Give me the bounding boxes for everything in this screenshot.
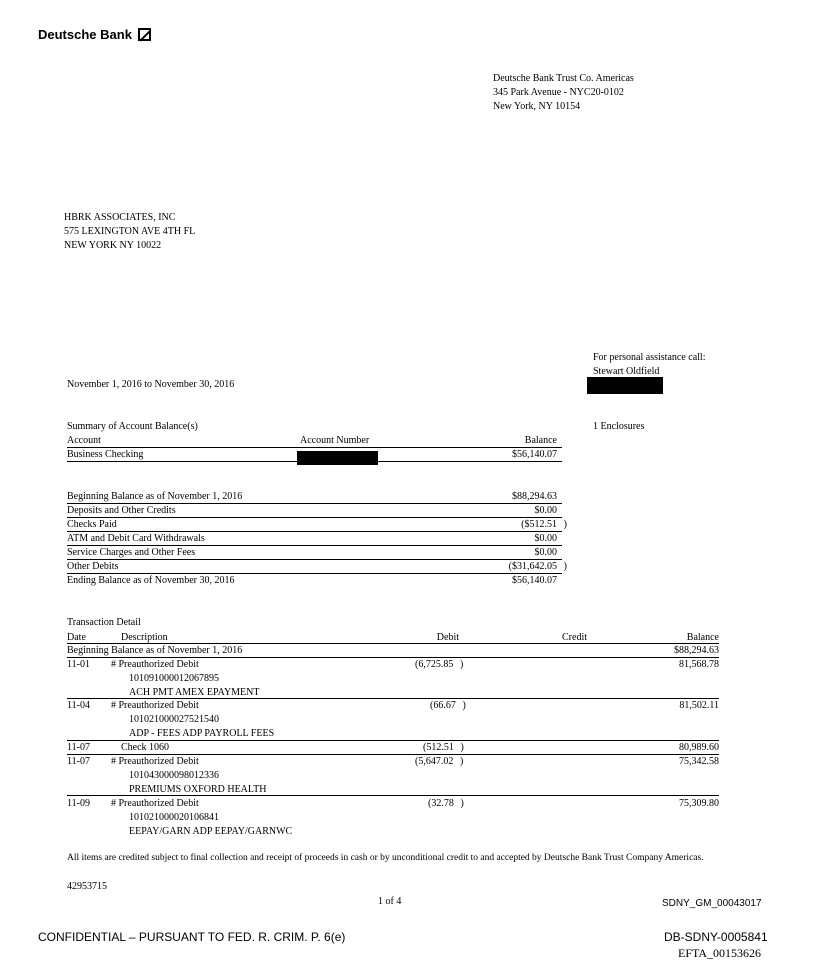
balance-label: Checks Paid <box>67 519 117 530</box>
tx-payee: PREMIUMS OXFORD HEALTH <box>129 784 267 795</box>
tx-rule <box>67 795 719 796</box>
balance-amount: $0.00 <box>534 533 557 544</box>
deutsche-bank-slash-icon <box>138 28 151 41</box>
tx-date: 11-01 <box>67 659 90 670</box>
transactions-title: Transaction Detail <box>67 617 141 628</box>
statement-period: November 1, 2016 to November 30, 2016 <box>67 379 235 390</box>
bank-logo-text: Deutsche Bank <box>38 27 132 42</box>
summary-account-type: Business Checking <box>67 449 144 460</box>
tx-beginning-balance: $88,294.63 <box>674 645 719 656</box>
tx-description: Check 1060 <box>121 742 170 753</box>
tx-reference: 101021000027521540 <box>129 714 219 725</box>
balance-label: Other Debits <box>67 561 119 572</box>
page-number: 1 of 4 <box>378 896 402 907</box>
summary-header-account-number: Account Number <box>300 435 370 446</box>
bank-address-line: 345 Park Avenue - NYC20-0102 <box>493 87 624 98</box>
bates-number-db: DB-SDNY-0005841 <box>664 930 768 944</box>
statement-reference: 42953715 <box>67 881 107 892</box>
summary-header-rule <box>67 447 562 448</box>
header-date: Date <box>67 632 86 643</box>
table-row: 11-07 # Preauthorized Debit 101043000098012336 PREMIUMS OXFORD HEALTH (5,647.02 ) 75,342.58 <box>67 756 719 795</box>
table-row: 11-07 Check 1060 (512.51 ) 80,989.60 <box>67 742 719 753</box>
tx-reference: 101043000098012336 <box>129 770 219 781</box>
table-row: 11-09 # Preauthorized Debit 101021000020106841 EEPAY/GARN ADP EEPAY/GARNWC (32.78 ) 75,309.80 <box>67 798 719 837</box>
tx-balance: 81,568.78 <box>679 659 719 670</box>
summary-header-balance: Balance <box>524 435 557 446</box>
table-row: 11-04 # Preauthorized Debit 101021000027521540 ADP - FEES ADP PAYROLL FEES (66.67 ) 81,502.11 <box>67 700 719 739</box>
header-description: Description <box>121 632 168 643</box>
disclaimer-text: All items are credited subject to final collection and receipt of proceeds in cash or by unconditional credit to and accepted by Deutsche Bank Trust Company Americas. <box>67 853 704 863</box>
confidential-notice: CONFIDENTIAL – PURSUANT TO FED. R. CRIM. P. 6(e) <box>38 930 346 944</box>
balance-label: ATM and Debit Card Withdrawals <box>67 533 205 544</box>
redacted-phone <box>587 377 663 394</box>
table-row: 11-01 # Preauthorized Debit 101091000012067895 ACH PMT AMEX EPAYMENT (6,725.85 ) 81,568.78 <box>67 659 719 698</box>
tx-payee: ACH PMT AMEX EPAYMENT <box>129 687 260 698</box>
tx-date: 11-04 <box>67 700 90 711</box>
balance-amount: $0.00 <box>534 547 557 558</box>
balance-row <box>67 574 562 588</box>
tx-beginning-label: Beginning Balance as of November 1, 2016 <box>67 645 243 656</box>
balance-row <box>67 490 562 504</box>
tx-debit: (32.78 <box>428 798 454 809</box>
tx-reference: 101021000020106841 <box>129 812 219 823</box>
summary-row-rule <box>67 461 562 462</box>
bates-number-efta: EFTA_00153626 <box>678 946 762 960</box>
tx-description: # Preauthorized Debit <box>111 798 199 809</box>
tx-debit: (5,647.02 <box>415 756 454 767</box>
tx-debit: (512.51 <box>423 742 454 753</box>
assistance-block <box>593 351 705 379</box>
balance-label: Ending Balance as of November 30, 2016 <box>67 575 235 586</box>
customer-address-line: HBRK ASSOCIATES, INC <box>64 212 176 223</box>
balance-row: Other Debits ($31,642.05 ) <box>67 561 567 572</box>
customer-address-line: NEW YORK NY 10022 <box>64 240 162 251</box>
tx-date: 11-07 <box>67 756 90 767</box>
balance-label: Service Charges and Other Fees <box>67 547 196 558</box>
tx-balance: 81,502.11 <box>679 700 719 711</box>
tx-description: # Preauthorized Debit <box>111 700 199 711</box>
tx-date: 11-07 <box>67 742 90 753</box>
balance-row <box>67 532 562 546</box>
bank-address-line: New York, NY 10154 <box>493 101 581 112</box>
tx-reference: 101091000012067895 <box>129 673 219 684</box>
balance-row <box>67 504 562 518</box>
balance-label: Deposits and Other Credits <box>67 505 176 516</box>
tx-balance: 75,342.58 <box>679 756 719 767</box>
tx-payee: EEPAY/GARN ADP EEPAY/GARNWC <box>129 826 293 837</box>
customer-address <box>64 211 195 253</box>
balance-label: Beginning Balance as of November 1, 2016 <box>67 491 243 502</box>
enclosures-count: 1 Enclosures <box>593 421 645 432</box>
assistance-label: For personal assistance call: <box>593 352 706 363</box>
tx-debit: (66.67 <box>430 700 456 711</box>
summary-balance: $56,140.07 <box>512 449 557 460</box>
bank-logo <box>38 27 151 42</box>
header-credit: Credit <box>562 632 587 643</box>
summary-title: Summary of Account Balance(s) <box>67 421 198 432</box>
tx-beginning-row <box>67 644 719 658</box>
tx-date: 11-09 <box>67 798 90 809</box>
tx-description: # Preauthorized Debit <box>111 756 199 767</box>
tx-description: # Preauthorized Debit <box>111 659 199 670</box>
bates-number-sdny: SDNY_GM_00043017 <box>662 898 762 909</box>
redacted-account-number <box>297 451 378 465</box>
header-debit: Debit <box>436 632 459 643</box>
balance-amount: ($512.51 <box>521 519 557 530</box>
customer-address-line: 575 LEXINGTON AVE 4TH FL <box>64 226 196 237</box>
assistance-contact-name: Stewart Oldfield <box>593 366 660 377</box>
tx-payee: ADP - FEES ADP PAYROLL FEES <box>129 728 275 739</box>
tx-balance: 80,989.60 <box>679 742 719 753</box>
balance-row <box>67 546 562 560</box>
balance-amount: $0.00 <box>534 505 557 516</box>
bank-address <box>493 72 634 114</box>
balance-row: Checks Paid ($512.51 ) <box>67 519 567 530</box>
header-balance: Balance <box>686 632 719 643</box>
balance-amount: $88,294.63 <box>512 491 557 502</box>
balance-amount: ($31,642.05 <box>508 561 557 572</box>
bank-address-line: Deutsche Bank Trust Co. Americas <box>493 73 634 84</box>
balance-amount: $56,140.07 <box>512 575 557 586</box>
tx-balance: 75,309.80 <box>679 798 719 809</box>
tx-debit: (6,725.85 <box>415 659 454 670</box>
summary-header-account: Account <box>67 435 101 446</box>
